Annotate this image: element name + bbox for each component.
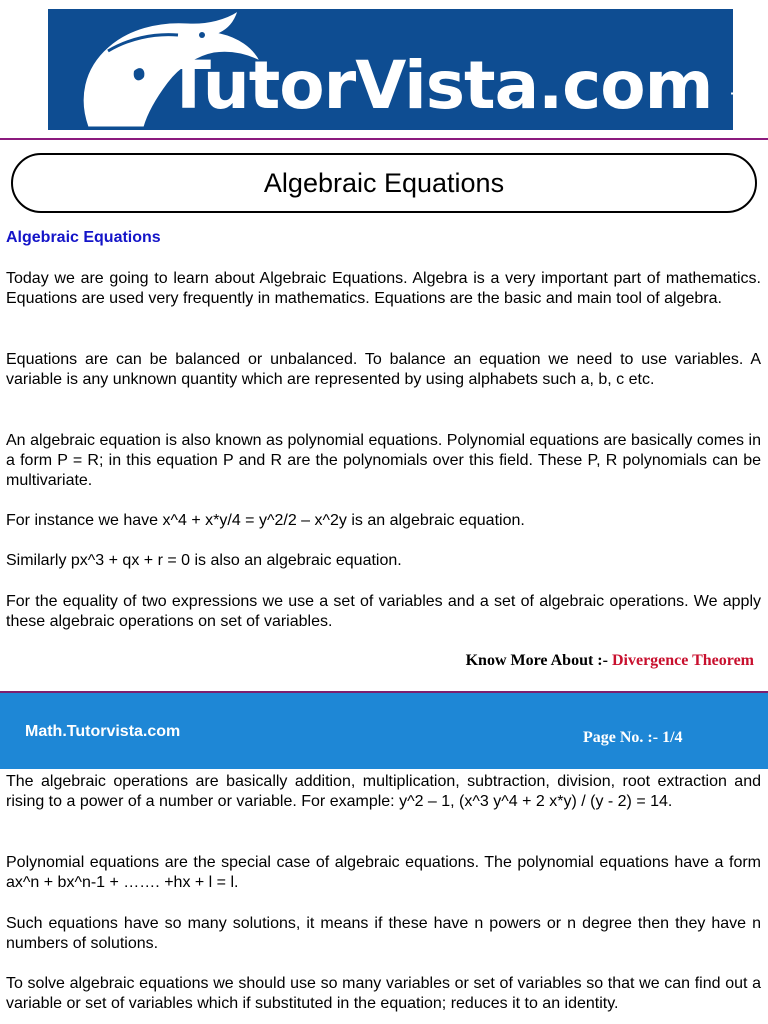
divergence-theorem-link[interactable]: Divergence Theorem [611,652,754,669]
paragraph: For instance we have x^4 + x*y/4 = y^2/2 – x^2y is an algebraic equation. [6,512,525,529]
know-more-label: Know More About :- [465,652,612,669]
section-heading: Algebraic Equations [6,229,161,246]
paragraph: Similarly px^3 + qx + r = 0 is also an algebraic equation. [6,552,402,569]
title-banner [11,153,757,213]
page-footer-band [0,691,768,769]
paragraph: To solve algebraic equations we should use so many variables or set of variables so that we can find out a variable or set of variables which if substituted in the equation; reduces it to an identity. [6,975,761,1012]
page-number: Page No. :- 1/4 [583,729,683,746]
paragraph: For the equality of two expressions we use a set of variables and a set of algebraic operations. We apply these algebraic operations on set of variables. [6,593,761,630]
page-title: Algebraic Equations [263,167,505,198]
paragraph: Such equations have so many solutions, it means if these have n powers or n degree then they have n numbers of solutions. [6,915,761,952]
paragraph: The algebraic operations are basically addition, multiplication, subtraction, division, root extraction and rising to a power of a number or variable. For example: y^2 – 1, (x^3 y^4 + 2 x*y) / (y - 2) = 14. [6,773,761,810]
know-more-line [466,652,754,670]
paragraph: Equations are can be balanced or unbalanced. To balance an equation we need to use variables. A variable is any unknown quantity which are represented by using alphabets such a, b, c etc. [6,351,761,388]
paragraph: Polynomial equations are the special case of algebraic equations. The polynomial equations have a form ax^n + bx^n-1 + ……. +hx + l = l. [6,854,761,891]
site-name: Math.Tutorvista.com [25,723,181,740]
divider [0,138,768,140]
tutorvista-logo [48,9,755,130]
logo-wordmark: TutorVista.com [166,47,713,124]
paragraph: Today we are going to learn about Algebraic Equations. Algebra is a very important part of mathematics. Equations are used very frequently in mathematics. Equations are the basic and main tool of algebra. [6,270,761,307]
trademark-mark: TM [731,91,755,107]
paragraph: An algebraic equation is also known as polynomial equations. Polynomial equations are basically comes in a form P = R; in this equation P and R are the polynomials over this field. These P, R polynomials can be multivariate. [6,432,761,489]
